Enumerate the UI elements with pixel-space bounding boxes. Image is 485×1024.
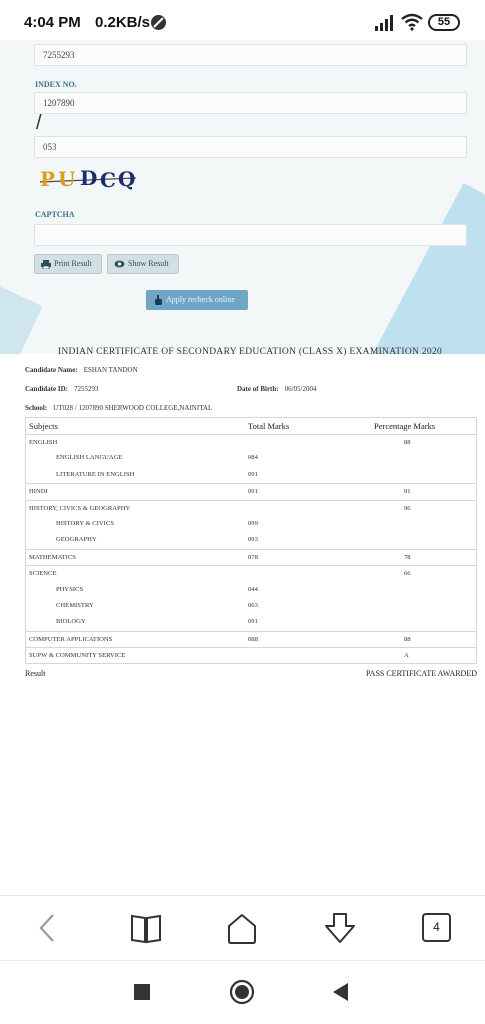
candidate-id-label: Candidate ID:	[25, 385, 68, 393]
captcha-input[interactable]	[34, 224, 467, 246]
total-marks: 088	[248, 635, 258, 643]
show-result-button[interactable]	[107, 254, 179, 274]
subject-name: HISTORY, CIVICS & GEOGRAPHY	[29, 504, 131, 512]
result-form	[0, 40, 485, 354]
status-bar	[0, 0, 485, 44]
system-nav-bar	[0, 960, 485, 1024]
table-row	[26, 614, 476, 630]
nav-back-icon[interactable]	[328, 979, 354, 1005]
dob-row	[237, 385, 317, 393]
index-suffix-input[interactable]: 053	[34, 136, 467, 158]
table-row	[26, 500, 476, 516]
bookmarks-icon[interactable]	[128, 910, 164, 946]
data-saver-icon	[150, 14, 167, 31]
school-value: UT028 / 1207890 SHERWOOD COLLEGE,NAINITAL	[53, 404, 213, 412]
decorative-shape	[0, 281, 43, 354]
exam-title: INDIAN CERTIFICATE OF SECONDARY EDUCATION (CLASS X) EXAMINATION 2020	[57, 347, 443, 357]
percentage-marks: 88	[404, 439, 411, 446]
school-row	[25, 404, 212, 412]
table-row	[26, 647, 476, 663]
signal-icon	[374, 15, 396, 31]
table-row	[26, 516, 476, 532]
tabs-icon[interactable]: 4	[422, 913, 451, 942]
table-row	[26, 631, 476, 647]
total-marks: 099	[248, 519, 258, 527]
subject-name: GEOGRAPHY	[56, 536, 97, 544]
table-body	[26, 434, 476, 663]
percentage-marks: 66	[404, 570, 411, 578]
download-icon[interactable]	[322, 910, 358, 946]
table-row	[26, 582, 476, 598]
home-icon[interactable]	[224, 910, 260, 946]
candidate-name: ESHAN TANDON	[83, 366, 138, 374]
subject-name: CHEMISTRY	[56, 601, 94, 609]
svg-text:C: C	[100, 168, 116, 192]
final-result-row	[25, 669, 477, 678]
eye-icon	[114, 260, 125, 268]
subject-name: SUPW & COMMUNITY SERVICE	[29, 652, 126, 660]
total-marks: 078	[248, 553, 258, 561]
total-marks: 091	[248, 470, 258, 478]
dob-value: 06/05/2004	[284, 385, 317, 393]
final-result-value: PASS CERTIFICATE AWARDED	[365, 669, 477, 678]
index-input[interactable]: 1207890	[34, 92, 467, 114]
uid-input[interactable]: 7255293	[34, 44, 467, 66]
header-subjects: Subjects	[29, 421, 58, 431]
dob-label: Date of Birth:	[237, 385, 279, 393]
table-row	[26, 549, 476, 565]
candidate-id-row	[25, 385, 98, 393]
status-time: 4:04 PM	[24, 14, 81, 31]
table-row	[26, 450, 476, 466]
candidate-name-label: Candidate Name:	[25, 366, 78, 374]
percentage-marks: A	[404, 652, 409, 660]
total-marks: 084	[248, 454, 258, 462]
percentage-marks: 91	[404, 488, 411, 496]
subject-name: HISTORY & CIVICS	[56, 519, 114, 527]
recents-icon[interactable]	[129, 979, 155, 1005]
table-row	[26, 565, 476, 581]
table-row	[26, 434, 476, 450]
svg-text:U: U	[58, 167, 76, 191]
header-total-marks: Total Marks	[248, 421, 290, 431]
table-row	[26, 598, 476, 614]
total-marks: 093	[248, 536, 258, 544]
table-header	[26, 418, 476, 434]
svg-text:D: D	[80, 166, 98, 190]
separator-slash: /	[36, 112, 42, 134]
browser-toolbar	[0, 895, 485, 959]
total-marks: 091	[248, 618, 258, 626]
candidate-id: 7255293	[73, 385, 99, 393]
print-result-label: Print Result	[54, 259, 93, 268]
svg-text:Q: Q	[118, 167, 136, 191]
captcha-image	[38, 164, 140, 194]
subject-name: MATHEMATICS	[29, 553, 76, 561]
apply-recheck-label: Apply recheck online	[166, 295, 235, 304]
percentage-marks: 78	[404, 553, 411, 561]
table-row	[26, 532, 476, 548]
show-result-label: Show Result	[128, 259, 169, 268]
table-row	[26, 483, 476, 499]
header-percentage-marks: Percentage Marks	[374, 421, 436, 431]
apply-recheck-button[interactable]	[146, 290, 248, 310]
subject-name: SCIENCE	[29, 570, 57, 578]
back-icon[interactable]	[30, 910, 66, 946]
subject-name: PHYSICS	[56, 585, 84, 593]
subject-name: ENGLISH	[29, 439, 58, 446]
subject-name: BIOLOGY	[56, 618, 86, 626]
hand-pointer-icon	[154, 295, 163, 305]
school-label: School:	[25, 404, 48, 412]
index-label: INDEX NO.	[35, 80, 77, 89]
decorative-shape	[342, 183, 485, 354]
total-marks: 091	[248, 488, 258, 496]
wifi-icon	[400, 13, 424, 31]
candidate-name-row	[25, 366, 138, 374]
printer-icon	[41, 260, 51, 269]
marks-table	[25, 417, 477, 664]
final-result-label: Result	[25, 669, 46, 678]
table-row	[26, 467, 476, 483]
percentage-marks: 96	[404, 504, 411, 512]
subject-name: LITERATURE IN ENGLISH	[56, 470, 135, 478]
total-marks: 063	[248, 601, 258, 609]
subject-name: ENGLISH LANGUAGE	[56, 454, 123, 462]
captcha-label: CAPTCHA	[35, 210, 75, 219]
percentage-marks: 88	[404, 635, 411, 643]
subject-name: HINDI	[29, 488, 48, 496]
print-result-button[interactable]	[34, 254, 102, 274]
total-marks: 044	[248, 585, 258, 593]
subject-name: COMPUTER APPLICATIONS	[29, 635, 113, 643]
status-network-speed: 0.2KB/s	[95, 14, 151, 31]
svg-text:P: P	[40, 167, 56, 191]
battery-indicator: 55	[428, 14, 460, 31]
home-circle-icon[interactable]	[229, 979, 255, 1005]
